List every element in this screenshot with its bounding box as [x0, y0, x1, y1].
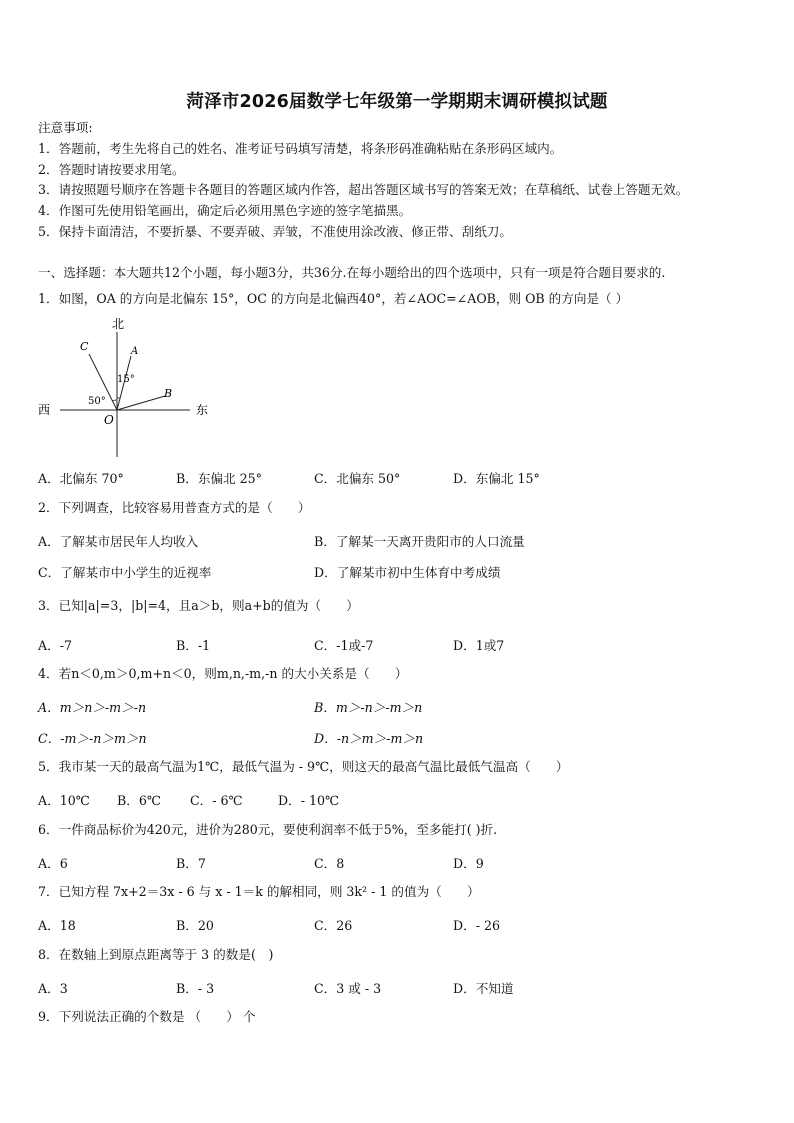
option-d[interactable]: D．-n＞m＞-m＞n	[314, 731, 424, 746]
ray-a-label: A	[131, 346, 139, 357]
west-label: 西	[38, 403, 51, 417]
option-b[interactable]: B．7	[176, 856, 206, 871]
option-c[interactable]: C．北偏东 50°	[314, 471, 401, 486]
option-d[interactable]: D．1或7	[453, 638, 505, 653]
option-a[interactable]: A．6	[38, 856, 68, 871]
question-stem: 3．已知|a|=3，|b|=4，且a＞b，则a+b的值为（ ）	[38, 598, 359, 613]
angle-15-label: 15°	[117, 374, 135, 385]
question-stem: 7．已知方程 7x+2＝3x - 6 与 x - 1＝k 的解相同，则 3k² - 1 的值为（ ）	[38, 884, 480, 899]
page-title: 菏泽市2026届数学七年级第一学期期末调研模拟试题	[186, 92, 608, 112]
option-a[interactable]: A．18	[38, 918, 76, 933]
question-stem: 1．如图，OA 的方向是北偏东 15°，OC 的方向是北偏西40°，若∠AOC=∠AOB，则 OB 的方向是（ ）	[38, 291, 629, 306]
option-d[interactable]: D．- 26	[453, 918, 500, 933]
option-c[interactable]: C．- 6℃	[190, 793, 243, 808]
option-b[interactable]: B．20	[176, 918, 214, 933]
option-d[interactable]: D．不知道	[453, 981, 514, 996]
option-a[interactable]: A．-7	[38, 638, 72, 653]
option-c[interactable]: C．3 或 - 3	[314, 981, 382, 996]
option-a[interactable]: A．m＞n＞-m＞-n	[38, 700, 147, 715]
notice-item: 5．保持卡面清洁，不要折暴、不要弄破、弄皱，不准使用涂改液、修正带、刮纸刀。	[38, 224, 512, 239]
option-c[interactable]: C．了解某市中小学生的近视率	[38, 565, 212, 580]
compass-figure	[30, 312, 220, 462]
question-stem: 4．若n＜0,m＞0,m+n＜0，则m,n,-m,-n 的大小关系是（ ）	[38, 666, 408, 681]
option-a[interactable]: A．3	[38, 981, 68, 996]
question-stem: 6．一件商品标价为420元，进价为280元，要使利润率不低于5%，至多能打( )折.	[38, 822, 498, 837]
option-b[interactable]: B．- 3	[176, 981, 215, 996]
question-stem: 8．在数轴上到原点距离等于 3 的数是( )	[38, 947, 274, 962]
notice-item: 4．作图可先使用铅笔画出，确定后必须用黑色字迹的签字笔描黑。	[38, 203, 412, 218]
option-b[interactable]: B．东偏北 25°	[176, 471, 262, 486]
section-heading: 一、选择题：本大题共12个小题，每小题3分，共36分.在每小题给出的四个选项中，只有一项是符合题目要求的.	[38, 265, 666, 280]
notice-item: 2．答题时请按要求用笔。	[38, 162, 185, 177]
option-c[interactable]: C．-1或-7	[314, 638, 374, 653]
option-b[interactable]: B．了解某一天离开贵阳市的人口流量	[314, 534, 525, 549]
ray-b-label: B	[164, 387, 173, 400]
question-stem: 5．我市某一天的最高气温为1℃，最低气温为 - 9℃，则这天的最高气温比最低气温高（ ）	[38, 759, 569, 774]
option-c[interactable]: C．8	[314, 856, 345, 871]
angle-50-label: 50°	[88, 396, 106, 407]
east-label: 东	[196, 403, 209, 417]
option-b[interactable]: B．m＞-n＞-m＞n	[314, 700, 423, 715]
option-b[interactable]: B．-1	[176, 638, 211, 653]
option-d[interactable]: D．- 10℃	[278, 793, 340, 808]
option-d[interactable]: D．东偏北 15°	[453, 471, 540, 486]
option-c[interactable]: C．-m＞-n＞m＞n	[38, 731, 147, 746]
option-a[interactable]: A．北偏东 70°	[38, 471, 124, 486]
option-a[interactable]: A．了解某市居民年人均收入	[38, 534, 199, 549]
question-stem: 9．下列说法正确的个数是 （ ） 个	[38, 1009, 256, 1024]
option-b[interactable]: B．6℃	[117, 793, 161, 808]
ray-c-label: C	[80, 340, 89, 353]
option-d[interactable]: D．了解某市初中生体育中考成绩	[314, 565, 501, 580]
question-stem: 2．下列调查，比较容易用普查方式的是（ ）	[38, 500, 311, 515]
origin-label: O	[104, 413, 114, 427]
notice-heading: 注意事项:	[38, 120, 93, 135]
notice-item: 3．请按照题号顺序在答题卡各题目的答题区域内作答，超出答题区域书写的答案无效；在草稿纸、试卷上答题无效。	[38, 182, 689, 197]
option-c[interactable]: C．26	[314, 918, 353, 933]
notice-item: 1．答题前，考生先将自己的姓名、准考证号码填写清楚，将条形码准确粘贴在条形码区域内。	[38, 141, 563, 156]
north-label: 北	[112, 317, 125, 331]
option-d[interactable]: D．9	[453, 856, 484, 871]
option-a[interactable]: A．10℃	[38, 793, 90, 808]
